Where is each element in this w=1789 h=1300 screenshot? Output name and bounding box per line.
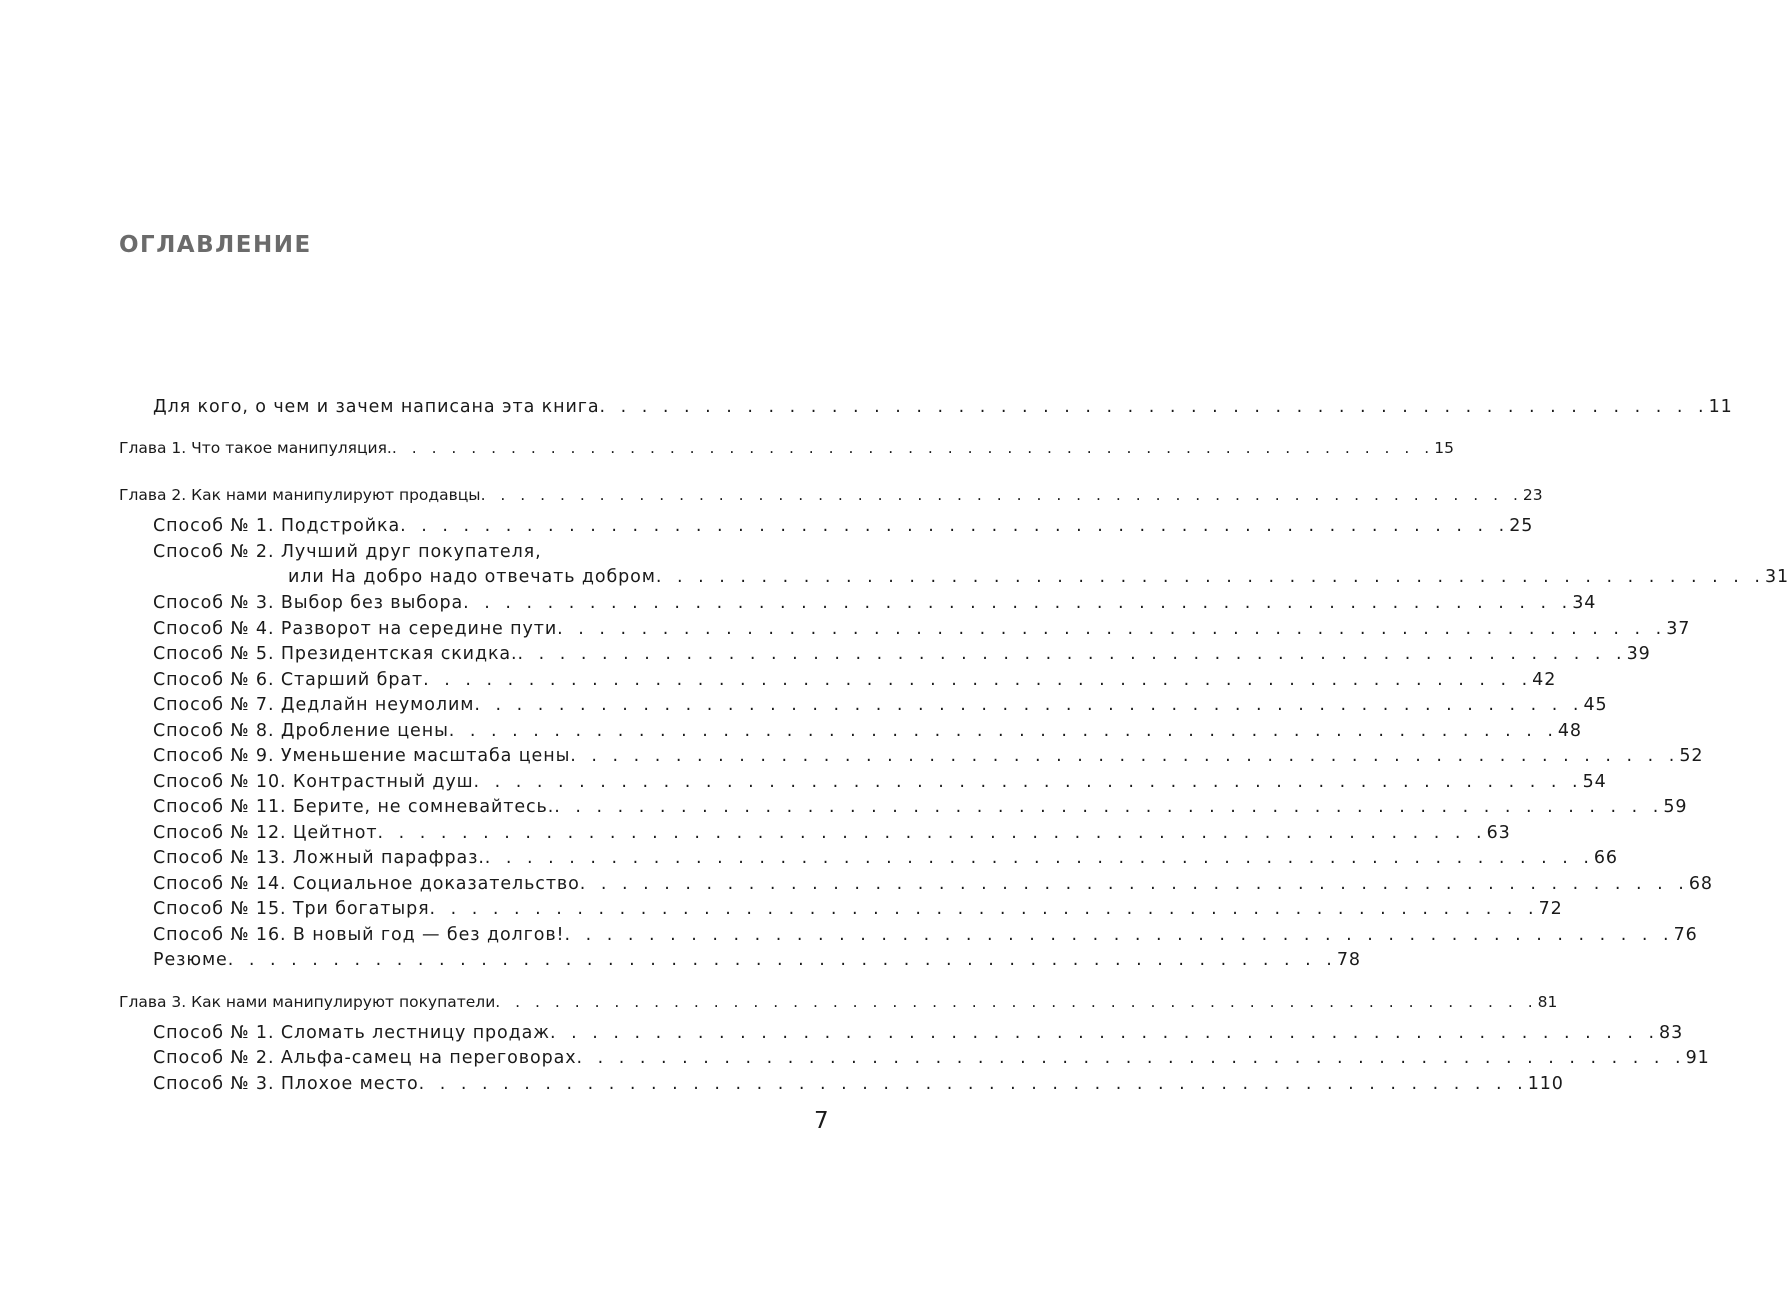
dot-leader: . . . . . . . . . . . . . . . . . . . . . . . . . . . . . . . . . . . . . . . . . . . . . . . . . . . . .: [377, 823, 1487, 843]
toc-item-label: Способ № 2. Лучший друг покупателя,: [153, 542, 542, 562]
toc-item[interactable]: [153, 1023, 1684, 1043]
toc-item-page: 45: [1583, 695, 1608, 715]
dot-leader: . . . . . . . . . . . . . . . . . . . . . . . . . . . . . . . . . . . . . . . . . . . . . . . . . . . . .: [564, 925, 1674, 945]
toc-item-page: 31: [1764, 567, 1789, 587]
toc-item-label: Способ № 1. Сломать лестницу продаж: [153, 1023, 550, 1043]
dot-leader: . . . . . . . . . . . . . . . . . . . . . . . . . . . . . . . . . . . . . . . . . . . . . . . . . . . . .: [557, 619, 1667, 639]
toc-chapter-2[interactable]: [119, 486, 1543, 504]
toc-item-page: 54: [1582, 772, 1607, 792]
dot-leader: . . . . . . . . . . . . . . . . . . . . . . . . . . . . . . . . . . . . . . . . . . . . . . . . . . . . .: [473, 772, 1583, 792]
toc-item-page: 68: [1688, 874, 1713, 894]
toc-item-label: Способ № 3. Плохое место: [153, 1074, 419, 1094]
toc-item-label: Способ № 14. Социальное доказательство: [153, 874, 580, 894]
toc-item-label: Способ № 3. Выбор без выбора: [153, 593, 464, 613]
dot-leader: . . . . . . . . . . . . . . . . . . . . . . . . . . . . . . . . . . . . . . . . . . . . . . . . . . . . .: [554, 797, 1664, 817]
toc-chapter-label: Глава 3. Как нами манипулируют покупатели: [119, 993, 496, 1011]
toc-item[interactable]: [153, 1048, 1710, 1068]
dot-leader: . . . . . . . . . . . . . . . . . . . . . . . . . . . . . . . . . . . . . . . . . . . . . . . . . . . . .: [474, 695, 1584, 715]
toc-item[interactable]: [153, 593, 1597, 613]
toc-item[interactable]: [153, 848, 1618, 868]
dot-leader: . . . . . . . . . . . . . . . . . . . . . . . . . . . . . . . . . . . . . . . . . . . . . . . . . . . . .: [423, 670, 1533, 690]
toc-item-label: Резюме: [153, 950, 228, 970]
toc-item[interactable]: [153, 670, 1557, 690]
toc-item-label: Способ № 9. Уменьшение масштаба цены: [153, 746, 571, 766]
toc-item-page: 91: [1685, 1048, 1710, 1068]
toc-item-label: Способ № 11. Берите, не сомневайтесь.: [153, 797, 555, 817]
toc-item-page: 66: [1593, 848, 1618, 868]
toc-item-label: Способ № 15. Три богатыря: [153, 899, 430, 919]
toc-item[interactable]: [153, 542, 764, 562]
toc-item-label: Способ № 10. Контрастный душ: [153, 772, 474, 792]
toc-chapter-page: 81: [1537, 993, 1558, 1011]
toc-item-label: Способ № 7. Дедлайн неумолим: [153, 695, 475, 715]
toc-item-page: 25: [1509, 516, 1534, 536]
toc-item-label: Способ № 4. Разворот на середине пути: [153, 619, 558, 639]
toc-item[interactable]: [153, 721, 1582, 741]
toc-item-page: 42: [1532, 670, 1557, 690]
toc-item-page: 34: [1572, 593, 1597, 613]
toc-item-page: 72: [1538, 899, 1563, 919]
toc-chapter-label: Глава 1. Что такое манипуляция.: [119, 439, 392, 457]
dot-leader: . . . . . . . . . . . . . . . . . . . . . . . . . . . . . . . . . . . . . . . . . . . . . . . . . . . . .: [418, 1074, 1528, 1094]
dot-leader: . . . . . . . . . . . . . . . . . . . . . . . . . . . . . . . . . . . . . . . . . . . . . . . . . . . . .: [448, 721, 1558, 741]
toc-entry-label: Для кого, о чем и зачем написана эта книга: [153, 397, 600, 417]
dot-leader: . . . . . . . . . . . . . . . . . . . . . . . . . . . . . . . . . . . . . . . . . . . . . . . . . . . . .: [391, 439, 1435, 457]
toc-item-label: Способ № 1. Подстройка: [153, 516, 401, 536]
toc-item-label: Способ № 2. Альфа-самец на переговорах: [153, 1048, 577, 1068]
toc-entry-intro[interactable]: [153, 397, 1733, 417]
toc-chapter-page: 15: [1434, 439, 1454, 457]
dot-leader: . . . . . . . . . . . . . . . . . . . . . . . . . . . . . . . . . . . . . . . . . . . . . . . . . . . . .: [599, 397, 1709, 417]
toc-item-label-continuation: или На добро надо отвечать добром: [288, 567, 656, 587]
dot-leader: . . . . . . . . . . . . . . . . . . . . . . . . . . . . . . . . . . . . . . . . . . . . . . . . . . . . .: [549, 1023, 1660, 1043]
dot-leader: . . . . . . . . . . . . . . . . . . . . . . . . . . . . . . . . . . . . . . . . . . . . . . . . . . . . .: [484, 848, 1594, 868]
toc-item-page: 110: [1527, 1074, 1564, 1094]
dot-leader: . . . . . . . . . . . . . . . . . . . . . . . . . . . . . . . . . . . . . . . . . . . . . . . . . . . . .: [517, 644, 1627, 664]
toc-item-label: Способ № 5. Президентская скидка.: [153, 644, 518, 664]
toc-item[interactable]: [153, 772, 1607, 792]
dot-leader: . . . . . . . . . . . . . . . . . . . . . . . . . . . . . . . . . . . . . . . . . . . . . . . . . . . . .: [463, 593, 1573, 613]
dot-leader: . . . . . . . . . . . . . . . . . . . . . . . . . . . . . . . . . . . . . . . . . . . . . . . . . . . . .: [570, 746, 1680, 766]
toc-chapter-3[interactable]: [119, 993, 1558, 1011]
toc-item-label: Способ № 16. В новый год — без долгов!: [153, 925, 565, 945]
toc-item-page: 83: [1659, 1023, 1684, 1043]
dot-leader: . . . . . . . . . . . . . . . . . . . . . . . . . . . . . . . . . . . . . . . . . . . . . . . . . . . . .: [429, 899, 1539, 919]
toc-item[interactable]: [153, 695, 1608, 715]
dot-leader: . . . . . . . . . . . . . . . . . . . . . . . . . . . . . . . . . . . . . . . . . . . . . . . . . . . . .: [579, 874, 1689, 894]
toc-item[interactable]: [153, 797, 1688, 817]
toc-item-page: 37: [1666, 619, 1691, 639]
toc-item[interactable]: [153, 874, 1713, 894]
dot-leader: . . . . . . . . . . . . . . . . . . . . . . . . . . . . . . . . . . . . . . . . . . . . . . . . . . . . .: [227, 950, 1337, 970]
toc-item[interactable]: [153, 823, 1511, 843]
toc-item[interactable]: [153, 644, 1651, 664]
toc-chapter-label: Глава 2. Как нами манипулируют продавцы: [119, 486, 481, 504]
toc-item-page: 39: [1626, 644, 1651, 664]
toc-item[interactable]: [153, 516, 1534, 536]
toc-chapter-page: 23: [1522, 486, 1543, 504]
toc-item-page: 48: [1557, 721, 1582, 741]
toc-item-page: 59: [1663, 797, 1688, 817]
page-number: 7: [814, 1108, 829, 1134]
toc-item[interactable]: [153, 746, 1704, 766]
toc-item[interactable]: [153, 619, 1691, 639]
toc-item-label: Способ № 8. Дробление цены: [153, 721, 449, 741]
dot-leader: . . . . . . . . . . . . . . . . . . . . . . . . . . . . . . . . . . . . . . . . . . . . . . . . . . . . .: [480, 486, 1523, 504]
toc-entry-page: 11: [1708, 397, 1733, 417]
toc-item[interactable]: [153, 899, 1563, 919]
dot-leader: . . . . . . . . . . . . . . . . . . . . . . . . . . . . . . . . . . . . . . . . . . . . . . . . . . . . .: [655, 567, 1765, 587]
toc-item[interactable]: [153, 1074, 1564, 1094]
dot-leader: . . . . . . . . . . . . . . . . . . . . . . . . . . . . . . . . . . . . . . . . . . . . . . . . . . . . .: [400, 516, 1510, 536]
toc-item-page: 78: [1336, 950, 1361, 970]
toc-chapter-1[interactable]: [119, 439, 1454, 457]
dot-leader: . . . . . . . . . . . . . . . . . . . . . . . . . . . . . . . . . . . . . . . . . . . . . . . . . . . . .: [576, 1048, 1686, 1068]
toc-item-page: 52: [1679, 746, 1704, 766]
toc-heading: ОГЛАВЛЕНИЕ: [119, 232, 312, 258]
dot-leader: . . . . . . . . . . . . . . . . . . . . . . . . . . . . . . . . . . . . . . . . . . . . . . . . . . . . .: [495, 993, 1538, 1011]
toc-item-page: 76: [1673, 925, 1698, 945]
toc-item-summary[interactable]: [153, 950, 1361, 970]
toc-item-label: Способ № 6. Старший брат: [153, 670, 424, 690]
toc-item-label: Способ № 12. Цейтнот: [153, 823, 378, 843]
toc-item-page: 63: [1486, 823, 1511, 843]
toc-item-label: Способ № 13. Ложный парафраз.: [153, 848, 485, 868]
toc-item[interactable]: [153, 925, 1698, 945]
toc-item-continuation[interactable]: [288, 567, 1789, 587]
